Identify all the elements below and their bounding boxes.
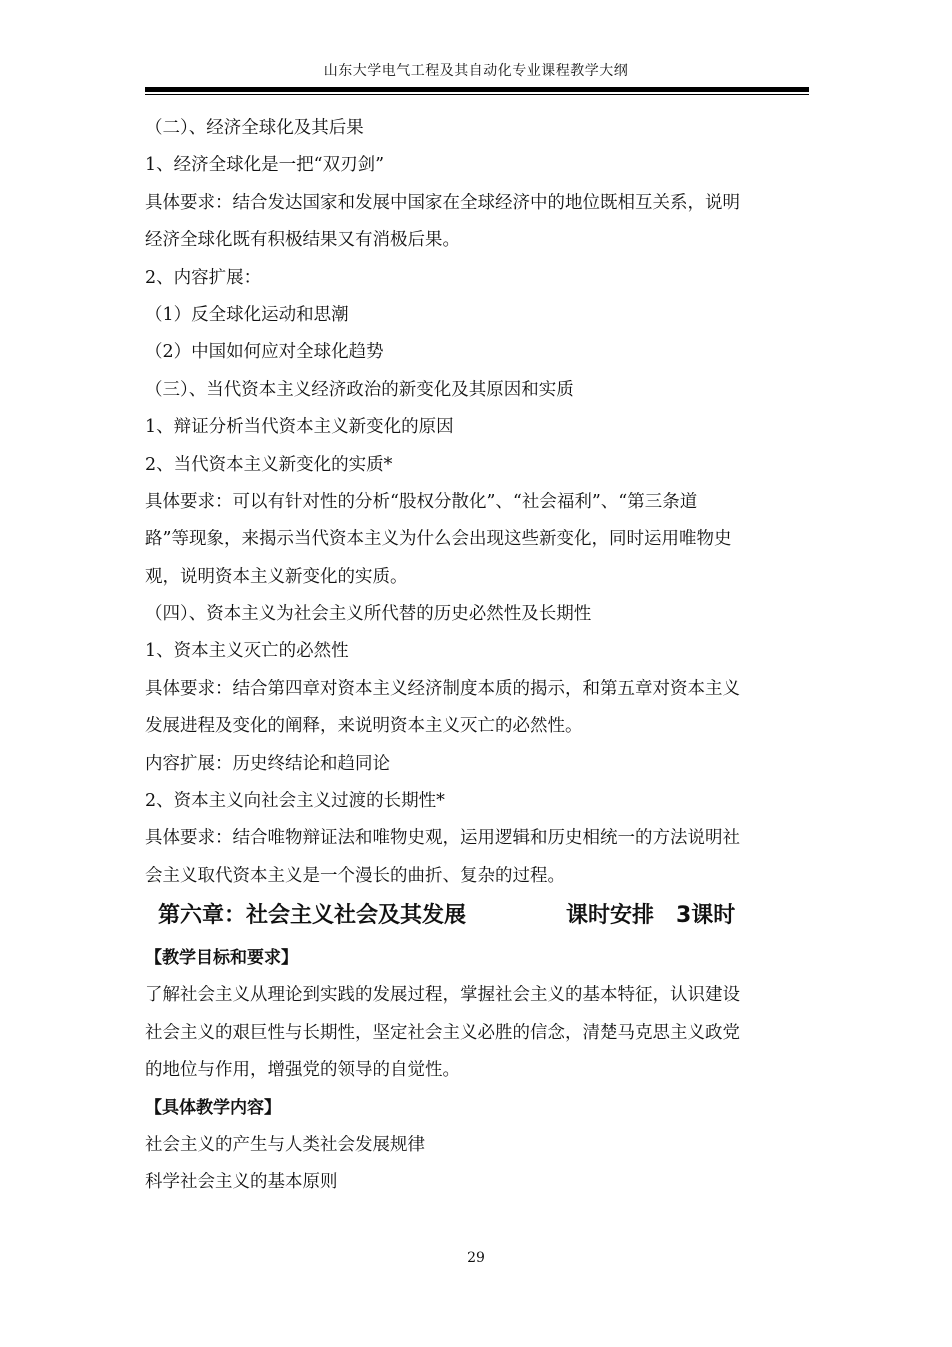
header-rule-thin: [145, 94, 809, 95]
paragraph-line: 会主义取代资本主义是一个漫长的曲折、复杂的过程。: [145, 865, 565, 886]
goals-line: 了解社会主义从理论到实践的发展过程，掌握社会主义的基本特征，认识建设: [145, 985, 740, 1006]
subsection-heading: 2、资本主义向社会主义过渡的长期性*: [145, 791, 445, 812]
page-number: 29: [467, 1250, 485, 1266]
document-header-title: 山东大学电气工程及其自动化专业课程教学大纲: [323, 63, 629, 79]
paragraph-line: 发展进程及变化的阐释，来说明资本主义灭亡的必然性。: [145, 716, 583, 737]
content-line: 社会主义的产生与人类社会发展规律: [145, 1134, 425, 1155]
subsection-heading: 1、资本主义灭亡的必然性: [145, 641, 349, 662]
header-rule-thick: [145, 87, 809, 92]
chapter-body: [145, 940, 809, 1202]
paragraph-line: 经济全球化既有积极结果又有消极后果。: [145, 230, 460, 251]
chapter-title: 第六章：社会主义社会及其发展: [158, 903, 467, 928]
subsection-heading: 2、内容扩展：: [145, 267, 262, 288]
paragraph-line: 观，说明资本主义新变化的实质。: [145, 566, 408, 587]
paragraph-line: 路”等现象，来揭示当代资本主义为什么会出现这些新变化，同时运用唯物史: [145, 529, 732, 550]
subsection-heading: 1、辩证分析当代资本主义新变化的原因: [145, 417, 454, 438]
list-item: （2）中国如何应对全球化趋势: [145, 342, 384, 363]
chapter-heading: [158, 896, 808, 936]
subsection-heading: 2、当代资本主义新变化的实质*: [145, 454, 393, 475]
subsection-heading: 1、经济全球化是一把“双刃剑”: [145, 155, 385, 176]
goals-heading: 【教学目标和要求】: [145, 948, 298, 968]
paragraph-line: 具体要求：结合发达国家和发展中国家在全球经济中的地位既相互关系，说明: [145, 192, 740, 213]
section-heading: （二）、经济全球化及其后果: [145, 118, 364, 138]
list-item: （1）反全球化运动和思潮: [145, 304, 349, 325]
paragraph-line: 具体要求：结合唯物辩证法和唯物史观，运用逻辑和历史相统一的方法说明社: [145, 828, 740, 849]
section-heading: （四）、资本主义为社会主义所代替的历史必然性及长期性: [145, 604, 592, 625]
paragraph-line: 具体要求：结合第四章对资本主义经济制度本质的揭示，和第五章对资本主义: [145, 678, 740, 699]
body-text: [145, 110, 809, 895]
goals-line: 的地位与作用，增强党的领导的自觉性。: [145, 1060, 460, 1081]
section-heading: （三）、当代资本主义经济政治的新变化及其原因和实质: [145, 379, 574, 400]
goals-line: 社会主义的艰巨性与长期性，坚定社会主义必胜的信念，清楚马克思主义政党: [145, 1022, 740, 1043]
content-heading: 【具体教学内容】: [145, 1097, 281, 1118]
paragraph-line: 具体要求：可以有针对性的分析“股权分散化”、“社会福利”、“第三条道: [145, 491, 698, 512]
paragraph-line: 内容扩展：历史终结论和趋同论: [145, 753, 390, 774]
content-line: 科学社会主义的基本原则: [145, 1172, 338, 1193]
chapter-hours: 课时安排 3课时: [566, 903, 736, 928]
